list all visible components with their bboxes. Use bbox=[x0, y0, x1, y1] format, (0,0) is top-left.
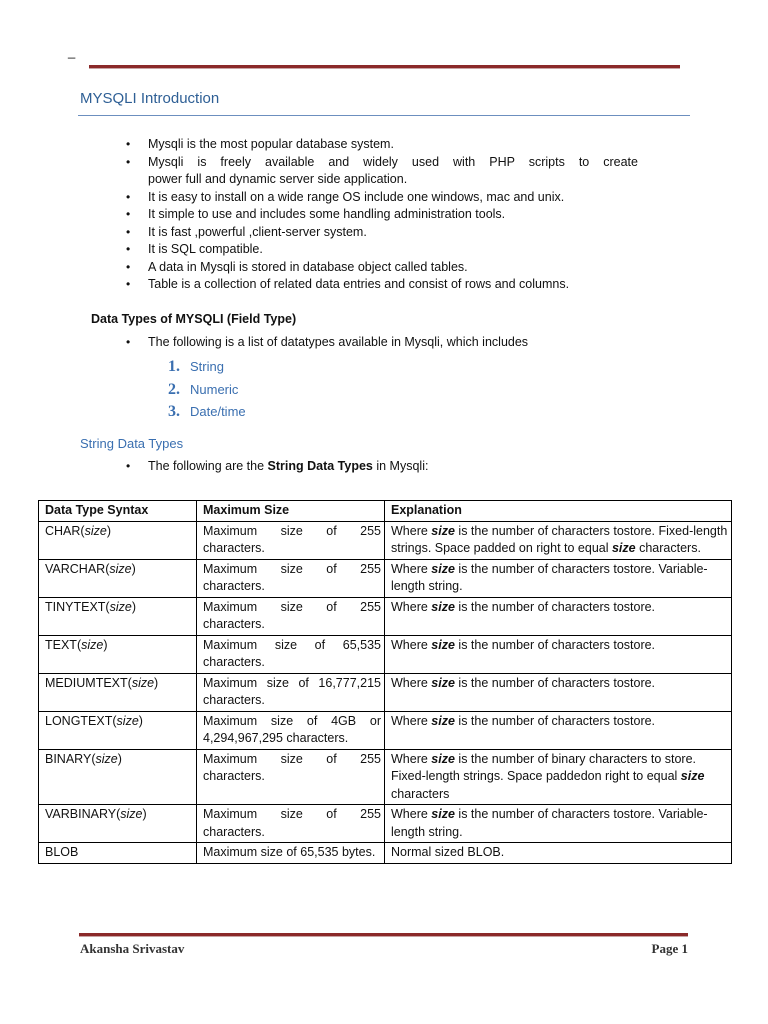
datatype-syntax-cell: MEDIUMTEXT(size) bbox=[39, 673, 197, 711]
datatype-syntax-cell: TINYTEXT(size) bbox=[39, 597, 197, 635]
size-emphasis: size bbox=[431, 751, 455, 766]
size-emphasis: size bbox=[431, 713, 455, 728]
string-types-heading: String Data Types bbox=[80, 436, 184, 451]
size-emphasis: size bbox=[680, 769, 705, 783]
max-size-cell: Maximum size of 255 characters. bbox=[197, 597, 385, 635]
item-number: 1. bbox=[168, 358, 180, 375]
size-emphasis: size bbox=[611, 541, 636, 555]
list-item-continuation bbox=[124, 171, 638, 189]
table-row bbox=[39, 843, 732, 864]
datatype-item-string bbox=[168, 356, 246, 379]
size-emphasis: size bbox=[431, 675, 455, 690]
item-label: Date/time bbox=[190, 404, 246, 419]
datatype-syntax-cell: TEXT(size) bbox=[39, 635, 197, 673]
datatype-syntax-cell: VARCHAR(size) bbox=[39, 559, 197, 597]
item-label: Numeric bbox=[190, 381, 239, 397]
intro-bullet-list bbox=[124, 136, 638, 294]
column-header: Explanation bbox=[385, 501, 732, 522]
datatype-item-datetime bbox=[168, 401, 246, 424]
size-emphasis: size bbox=[431, 523, 455, 538]
list-item: • It simple to use and includes some handling administration tools. bbox=[124, 206, 638, 224]
header-rule bbox=[89, 65, 680, 69]
list-item: • It is fast ,powerful ,client-server system. bbox=[124, 224, 638, 242]
list-item: • Mysqli is freely available and widely used with PHP scripts to create bbox=[124, 154, 638, 172]
datatypes-intro-list bbox=[124, 334, 624, 352]
datatype-item-numeric bbox=[168, 379, 246, 402]
string-types-intro-list bbox=[124, 458, 624, 476]
explanation-cell: Where size is the number of characters tostore. Variable-length string. bbox=[385, 805, 732, 843]
table-row bbox=[39, 673, 732, 711]
list-item: • It is SQL compatible. bbox=[124, 241, 638, 259]
size-param: size bbox=[131, 675, 155, 690]
column-header: Maximum Size bbox=[197, 501, 385, 522]
size-param: size bbox=[81, 637, 104, 652]
explanation-cell: Where size is the number of characters tostore. bbox=[385, 635, 732, 673]
table-row bbox=[39, 805, 732, 843]
table-row bbox=[39, 749, 732, 805]
max-size-cell: Maximum size of 4GB or 4,294,967,295 characters. bbox=[197, 711, 385, 749]
max-size-cell: Maximum size of 65,535 bytes. bbox=[197, 843, 385, 864]
datatype-syntax-cell: BINARY(size) bbox=[39, 749, 197, 805]
explanation-cell: Where size is the number of characters tostore. bbox=[385, 711, 732, 749]
size-emphasis: size bbox=[431, 807, 455, 821]
page-title: MYSQLI Introduction bbox=[80, 90, 220, 107]
datatype-syntax-cell: LONGTEXT(size) bbox=[39, 711, 197, 749]
table-row bbox=[39, 521, 732, 559]
page-number: Page 1 bbox=[651, 941, 688, 956]
max-size-cell: Maximum size of 16,777,215 characters. bbox=[197, 673, 385, 711]
size-param: size bbox=[84, 523, 107, 538]
item-label: String bbox=[190, 359, 224, 374]
list-item: • The following is a list of datatypes available in Mysqli, which includes bbox=[124, 334, 624, 352]
table-header-row bbox=[39, 501, 732, 522]
explanation-cell: Where size is the number of characters tostore. bbox=[385, 597, 732, 635]
footer-rule bbox=[79, 933, 688, 937]
size-param: size bbox=[120, 807, 143, 821]
footer-author: Akansha Srivastav bbox=[80, 941, 185, 956]
table-body bbox=[39, 521, 732, 863]
intro-text: The following are the bbox=[148, 459, 268, 473]
size-emphasis: size bbox=[431, 637, 455, 652]
max-size-cell: Maximum size of 65,535 characters. bbox=[197, 635, 385, 673]
datatypes-heading: Data Types of MYSQLI (Field Type) bbox=[91, 312, 297, 326]
size-emphasis: size bbox=[431, 561, 455, 576]
column-header: Data Type Syntax bbox=[39, 501, 197, 522]
intro-bold-text: String Data Types bbox=[267, 459, 373, 473]
explanation-cell: Normal sized BLOB. bbox=[385, 843, 732, 864]
datatype-syntax-cell: BLOB bbox=[39, 843, 197, 864]
list-item: • Table is a collection of related data entries and consist of rows and columns. bbox=[124, 276, 638, 294]
max-size-cell: Maximum size of 255 characters. bbox=[197, 521, 385, 559]
size-param: size bbox=[109, 599, 132, 614]
datatype-syntax-cell: CHAR(size) bbox=[39, 521, 197, 559]
item-number: 2. bbox=[168, 380, 180, 398]
list-item: • A data in Mysqli is stored in database object called tables. bbox=[124, 259, 638, 277]
size-param: size bbox=[109, 561, 132, 576]
header-mark: _ bbox=[68, 44, 76, 59]
table-row bbox=[39, 559, 732, 597]
list-item: • Mysqli is the most popular database system. bbox=[124, 136, 638, 154]
table-row bbox=[39, 635, 732, 673]
continuation-text: power full and dynamic server side application. bbox=[148, 172, 408, 186]
size-emphasis: size bbox=[431, 599, 455, 614]
list-item: • It is easy to install on a wide range OS include one windows, mac and unix. bbox=[124, 189, 638, 207]
list-item bbox=[124, 458, 624, 476]
item-number: 3. bbox=[168, 403, 180, 420]
max-size-cell: Maximum size of 255 characters. bbox=[197, 749, 385, 805]
max-size-cell: Maximum size of 255 characters. bbox=[197, 559, 385, 597]
intro-text-end: in Mysqli: bbox=[372, 459, 429, 473]
table-row bbox=[39, 711, 732, 749]
size-param: size bbox=[95, 751, 118, 766]
explanation-cell: Where size is the number of binary characters to store. Fixed-length strings. Space paddedon right to equal size characters bbox=[385, 749, 732, 805]
max-size-cell: Maximum size of 255 characters. bbox=[197, 805, 385, 843]
table-row bbox=[39, 597, 732, 635]
size-param: size bbox=[116, 713, 139, 728]
explanation-cell: Where size is the number of characters tostore. Fixed-length strings. Space padded on right to equal size characters. bbox=[385, 521, 732, 559]
datatype-syntax-cell: VARBINARY(size) bbox=[39, 805, 197, 843]
string-datatypes-table bbox=[38, 500, 732, 864]
explanation-cell: Where size is the number of characters tostore. Variable-length string. bbox=[385, 559, 732, 597]
datatype-categories bbox=[168, 356, 246, 424]
explanation-cell: Where size is the number of characters tostore. bbox=[385, 673, 732, 711]
title-underline bbox=[78, 115, 690, 116]
